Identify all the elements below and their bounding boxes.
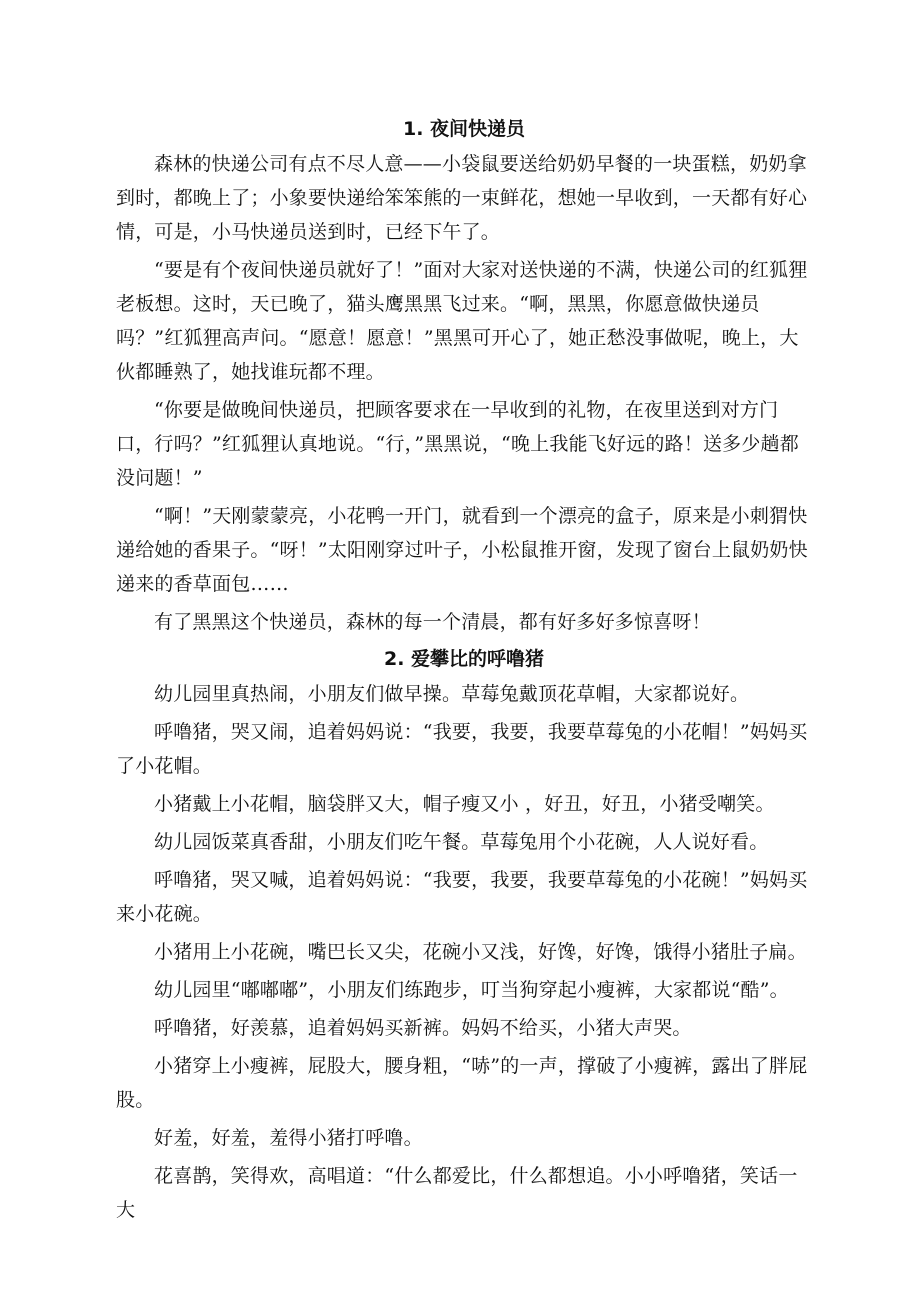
story-1-paragraph: “你要是做晚间快递员，把顾客要求在一早收到的礼物，在夜里送到对方门口，行吗？”红狐狸认真地说。“行，”黑黑说，“晚上我能飞好远的路！送多少趟都没问题！” [116,399,799,489]
story-1-paragraph: 有了黑黑这个快递员，森林的每一个清晨，都有好多好多惊喜呀！ [154,611,711,633]
story-2-paragraph: 呼噜猪，哭又闹，追着妈妈说：“我要，我要，我要草莓兔的小花帽！”妈妈买了小花帽。 [116,721,808,777]
story-2-paragraph: 小猪穿上小瘦裤，屁股大，腰身粗，“哧”的一声，撑破了小瘦裤，露出了胖屁股。 [116,1055,808,1111]
document-body [116,113,812,1231]
story-1-paragraph: “啊！”天刚蒙蒙亮，小花鸭一开门，就看到一个漂亮的盒子，原来是小刺猬快递给她的香果子。“呀！”太阳刚穿过叶子，小松鼠推开窗，发现了窗台上鼠奶奶快递来的香草面包…… [116,505,808,595]
story-2-paragraph: 小猪用上小花碗，嘴巴长又尖，花碗小又浅，好馋，好馋，饿得小猪肚子扁。 [154,941,807,963]
story-2-paragraph: 幼儿园饭菜真香甜，小朋友们吃午餐。草莓兔用个小花碗，人人说好看。 [154,831,769,853]
story-2-title: 2. 爱攀比的呼噜猪 [383,648,545,670]
story-2-paragraph: 呼噜猪，好羡慕，追着妈妈买新裤。妈妈不给买，小猪大声哭。 [154,1017,692,1039]
story-2-paragraph: 花喜鹊，笑得欢，高唱道：“什么都爱比，什么都想追。小小呼噜猪，笑话一大 [116,1165,798,1221]
story-2-paragraph: 幼儿园里“嘟嘟嘟”，小朋友们练跑步，叮当狗穿起小瘦裤，大家都说“酷”。 [154,979,789,1001]
story-2-paragraph: 呼噜猪，哭又喊，追着妈妈说：“我要，我要，我要草莓兔的小花碗！”妈妈买来小花碗。 [116,869,808,925]
story-2-paragraph: 小猪戴上小花帽，脑袋胖又大，帽子瘦又小 ，好丑，好丑，小猪受嘲笑。 [154,793,775,815]
story-2-paragraph: 好羞，好羞，羞得小猪打呼噜。 [154,1127,423,1149]
story-2-paragraph: 幼儿园里真热闹，小朋友们做早操。草莓兔戴顶花草帽，大家都说好。 [154,683,750,705]
story-1-paragraph: 森林的快递公司有点不尽人意——小袋鼠要送给奶奶早餐的一块蛋糕，奶奶拿到时，都晚上了；小象要快递给笨笨熊的一束鲜花，想她一早收到，一天都有好心情，可是，小马快递员送到时，已经下午了。 [116,153,808,243]
story-1-paragraph: “要是有个夜间快递员就好了！”面对大家对送快递的不满，快递公司的红狐狸老板想。这时，天已晚了，猫头鹰黑黑飞过来。“啊，黑黑，你愿意做快递员吗？”红狐狸高声问。“愿意！愿意！”黑黑可开心了，她正愁没事做呢，晚上，大伙都睡熟了，她找谁玩都不理。 [116,259,808,383]
story-1-title: 1. 夜间快递员 [402,118,526,140]
